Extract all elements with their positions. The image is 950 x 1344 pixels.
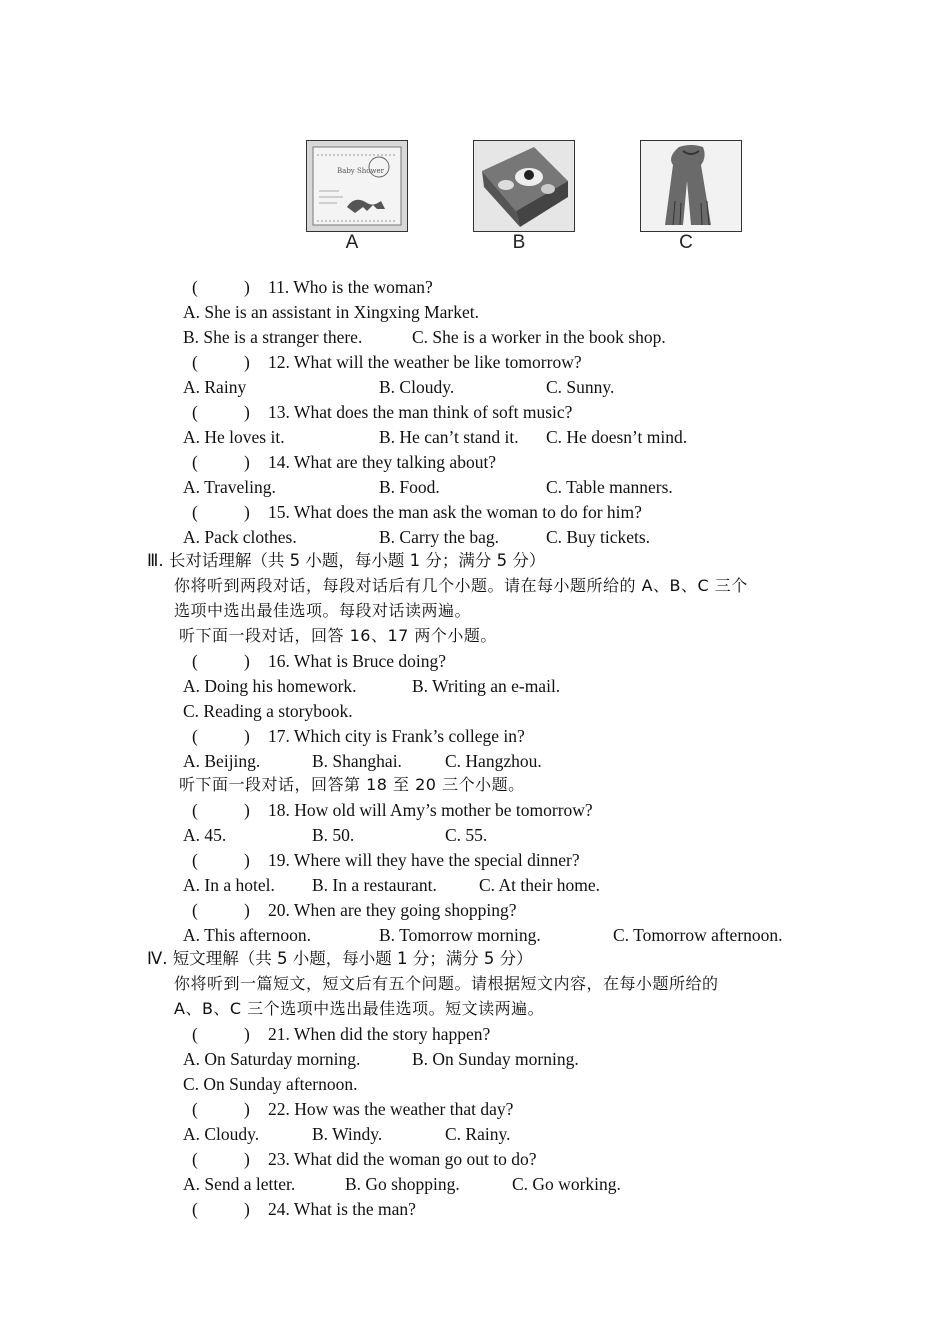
section-4-instruction: A、B、C 三个选项中选出最佳选项。短文读两遍。 bbox=[174, 999, 545, 1018]
paren-open: ( bbox=[192, 502, 198, 522]
option-15b: B. Carry the bag. bbox=[379, 527, 500, 547]
question-text: 22. How was the weather that day? bbox=[268, 1099, 514, 1119]
option-11a: A. She is an assistant in Xingxing Market. bbox=[183, 302, 480, 322]
paren-close: ) bbox=[244, 352, 250, 372]
option-20b: B. Tomorrow morning. bbox=[379, 925, 541, 945]
options-row bbox=[183, 477, 783, 497]
question-11 bbox=[192, 277, 433, 297]
option-18b: B. 50. bbox=[312, 825, 355, 845]
option-22c: C. Rainy. bbox=[445, 1124, 511, 1144]
section-3-heading: Ⅲ. 长对话理解（共 5 小题，每小题 1 分；满分 5 分） bbox=[147, 551, 546, 570]
paren-close: ) bbox=[244, 1024, 250, 1044]
answer-blank[interactable] bbox=[192, 502, 268, 522]
question-14 bbox=[192, 452, 496, 472]
options-row bbox=[183, 676, 783, 696]
section-4-instruction: 你将听到一篇短文，短文后有五个问题。请根据短文内容，在每小题所给的 bbox=[174, 974, 719, 993]
question-13 bbox=[192, 402, 572, 422]
option-18c: C. 55. bbox=[445, 825, 488, 845]
paren-open: ( bbox=[192, 726, 198, 746]
answer-blank[interactable] bbox=[192, 850, 268, 870]
option-11c: C. She is a worker in the book shop. bbox=[412, 327, 666, 347]
option-14c: C. Table manners. bbox=[546, 477, 673, 497]
question-22 bbox=[192, 1099, 513, 1119]
option-21a: A. On Saturday morning. bbox=[183, 1049, 361, 1069]
question-text: 11. Who is the woman? bbox=[268, 277, 433, 297]
section-4-heading: Ⅳ. 短文理解（共 5 小题，每小题 1 分；满分 5 分） bbox=[147, 949, 533, 968]
option-18a: A. 45. bbox=[183, 825, 227, 845]
question-12 bbox=[192, 352, 582, 372]
options-row bbox=[183, 1174, 783, 1194]
option-17b: B. Shanghai. bbox=[312, 751, 402, 771]
options-row bbox=[183, 527, 783, 547]
option-19c: C. At their home. bbox=[479, 875, 601, 895]
paren-open: ( bbox=[192, 900, 198, 920]
section-3-instruction: 你将听到两段对话，每段对话后有几个小题。请在每小题所给的 A、B、C 三个 bbox=[174, 576, 748, 595]
answer-blank[interactable] bbox=[192, 1099, 268, 1119]
paren-close: ) bbox=[244, 850, 250, 870]
options-row bbox=[183, 875, 783, 895]
paren-open: ( bbox=[192, 277, 198, 297]
question-text: 14. What are they talking about? bbox=[268, 452, 497, 472]
answer-blank[interactable] bbox=[192, 402, 268, 422]
question-18 bbox=[192, 800, 593, 820]
option-23a: A. Send a letter. bbox=[183, 1174, 296, 1194]
option-14b: B. Food. bbox=[379, 477, 440, 497]
options-row bbox=[183, 751, 783, 771]
answer-blank[interactable] bbox=[192, 800, 268, 820]
question-text: 18. How old will Amy’s mother be tomorrow? bbox=[268, 800, 593, 820]
paren-close: ) bbox=[244, 1099, 250, 1119]
option-23c: C. Go working. bbox=[512, 1174, 621, 1194]
answer-blank[interactable] bbox=[192, 1024, 268, 1044]
question-20 bbox=[192, 900, 517, 920]
option-13b: B. He can’t stand it. bbox=[379, 427, 519, 447]
paren-close: ) bbox=[244, 277, 250, 297]
answer-blank[interactable] bbox=[192, 452, 268, 472]
option-20a: A. This afternoon. bbox=[183, 925, 311, 945]
question-21 bbox=[192, 1024, 490, 1044]
question-text: 24. What is the man? bbox=[268, 1199, 416, 1219]
option-16b: B. Writing an e-mail. bbox=[412, 676, 561, 696]
paren-close: ) bbox=[244, 900, 250, 920]
option-17c: C. Hangzhou. bbox=[445, 751, 542, 771]
paren-open: ( bbox=[192, 1099, 198, 1119]
answer-blank[interactable] bbox=[192, 1199, 268, 1219]
paren-close: ) bbox=[244, 402, 250, 422]
answer-blank[interactable] bbox=[192, 277, 268, 297]
question-text: 16. What is Bruce doing? bbox=[268, 651, 447, 671]
options-row bbox=[183, 925, 823, 945]
option-15a: A. Pack clothes. bbox=[183, 527, 297, 547]
dialogue-intro: 听下面一段对话，回答第 18 至 20 三个小题。 bbox=[179, 775, 525, 794]
option-12a: A. Rainy bbox=[183, 377, 247, 397]
answer-blank[interactable] bbox=[192, 651, 268, 671]
paren-open: ( bbox=[192, 452, 198, 472]
paren-open: ( bbox=[192, 1199, 198, 1219]
picture-label: C bbox=[679, 232, 693, 253]
option-11b: B. She is a stranger there. bbox=[183, 327, 363, 347]
picture-label: B bbox=[512, 232, 526, 253]
answer-blank[interactable] bbox=[192, 726, 268, 746]
option-16a: A. Doing his homework. bbox=[183, 676, 357, 696]
answer-blank[interactable] bbox=[192, 1149, 268, 1169]
paren-open: ( bbox=[192, 402, 198, 422]
picture-options bbox=[300, 140, 760, 260]
answer-blank[interactable] bbox=[192, 352, 268, 372]
paren-close: ) bbox=[244, 651, 250, 671]
question-text: 13. What does the man think of soft music? bbox=[268, 402, 573, 422]
option-22b: B. Windy. bbox=[312, 1124, 383, 1144]
question-text: 12. What will the weather be like tomorrow? bbox=[268, 352, 582, 372]
paren-open: ( bbox=[192, 850, 198, 870]
paren-open: ( bbox=[192, 651, 198, 671]
option-19a: A. In a hotel. bbox=[183, 875, 275, 895]
option-21b: B. On Sunday morning. bbox=[412, 1049, 579, 1069]
option-13c: C. He doesn’t mind. bbox=[546, 427, 688, 447]
option-20c: C. Tomorrow afternoon. bbox=[613, 925, 783, 945]
question-15 bbox=[192, 502, 642, 522]
card-picture bbox=[306, 140, 408, 232]
options-row bbox=[183, 377, 783, 397]
option-19b: B. In a restaurant. bbox=[312, 875, 437, 895]
option-16c: C. Reading a storybook. bbox=[183, 701, 353, 721]
option-13a: A. He loves it. bbox=[183, 427, 285, 447]
scarf-picture bbox=[640, 140, 742, 232]
svg-text:Baby Shower: Baby Shower bbox=[337, 167, 384, 175]
paren-open: ( bbox=[192, 1024, 198, 1044]
paren-close: ) bbox=[244, 800, 250, 820]
paren-close: ) bbox=[244, 502, 250, 522]
question-text: 15. What does the man ask the woman to do for him? bbox=[268, 502, 642, 522]
paren-close: ) bbox=[244, 726, 250, 746]
options-row bbox=[183, 825, 783, 845]
option-15c: C. Buy tickets. bbox=[546, 527, 651, 547]
options-row bbox=[183, 327, 783, 347]
dialogue-intro: 听下面一段对话，回答 16、17 两个小题。 bbox=[179, 626, 497, 645]
paren-close: ) bbox=[244, 1199, 250, 1219]
options-row bbox=[183, 427, 783, 447]
options-row bbox=[183, 1124, 783, 1144]
paren-close: ) bbox=[244, 452, 250, 472]
paren-open: ( bbox=[192, 1149, 198, 1169]
picture-label: A bbox=[345, 232, 359, 253]
option-21c: C. On Sunday afternoon. bbox=[183, 1074, 358, 1094]
question-24 bbox=[192, 1199, 416, 1219]
section-3-instruction: 选项中选出最佳选项。每段对话读两遍。 bbox=[174, 601, 472, 620]
paren-close: ) bbox=[244, 1149, 250, 1169]
options-row bbox=[183, 1049, 783, 1069]
question-text: 23. What did the woman go out to do? bbox=[268, 1149, 537, 1169]
option-14a: A. Traveling. bbox=[183, 477, 276, 497]
gift-box-picture bbox=[473, 140, 575, 232]
question-text: 20. When are they going shopping? bbox=[268, 900, 517, 920]
question-23 bbox=[192, 1149, 536, 1169]
paren-open: ( bbox=[192, 800, 198, 820]
option-23b: B. Go shopping. bbox=[345, 1174, 460, 1194]
question-17 bbox=[192, 726, 525, 746]
option-12c: C. Sunny. bbox=[546, 377, 615, 397]
answer-blank[interactable] bbox=[192, 900, 268, 920]
question-text: 19. Where will they have the special dinner? bbox=[268, 850, 580, 870]
question-text: 17. Which city is Frank’s college in? bbox=[268, 726, 525, 746]
option-12b: B. Cloudy. bbox=[379, 377, 455, 397]
option-17a: A. Beijing. bbox=[183, 751, 261, 771]
option-22a: A. Cloudy. bbox=[183, 1124, 260, 1144]
question-text: 21. When did the story happen? bbox=[268, 1024, 491, 1044]
question-19 bbox=[192, 850, 580, 870]
paren-open: ( bbox=[192, 352, 198, 372]
question-16 bbox=[192, 651, 446, 671]
